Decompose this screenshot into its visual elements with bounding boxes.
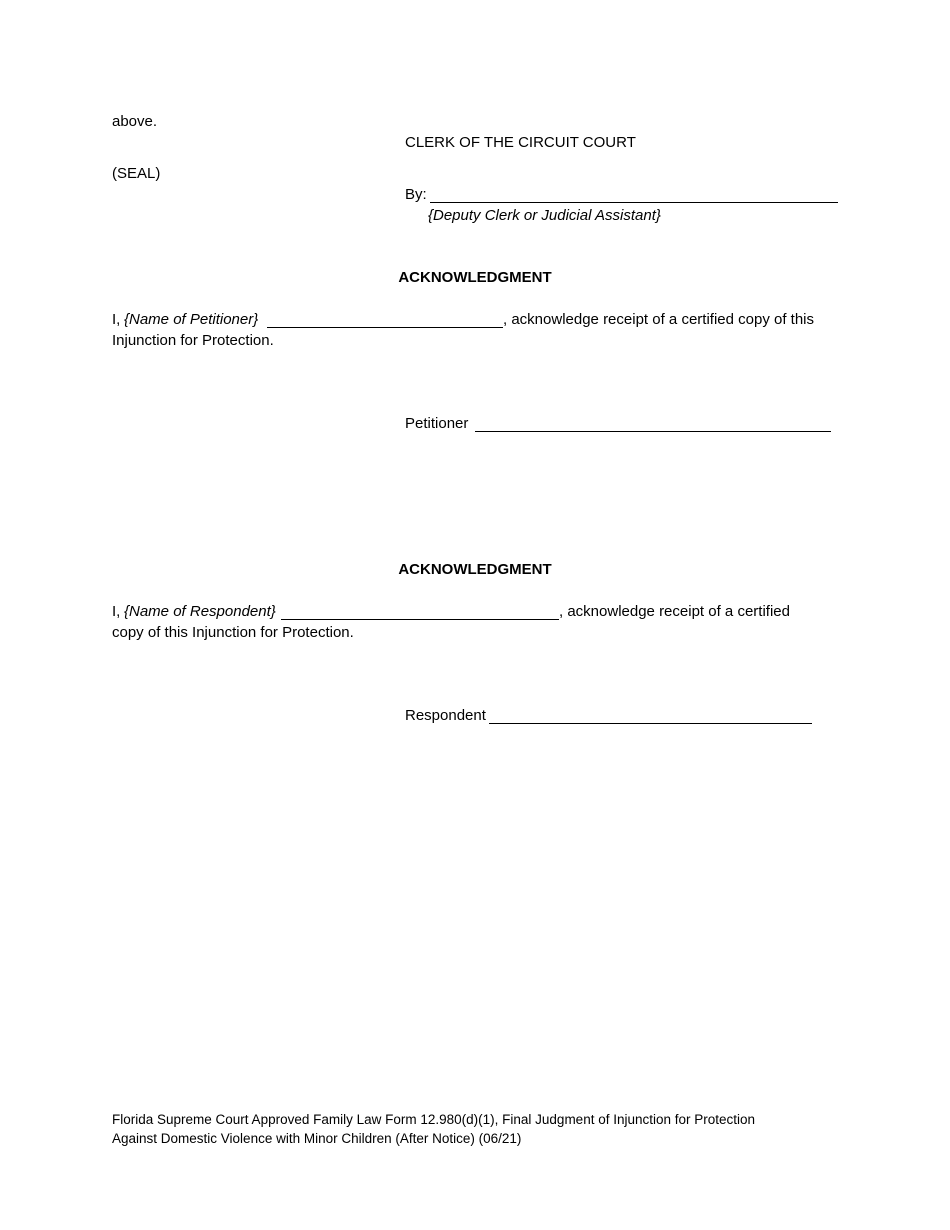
- footer-line-1: Florida Supreme Court Approved Family Law Form 12.980(d)(1), Final Judgment of Injunction for Protection: [112, 1112, 756, 1127]
- petitioner-ack-line1: , acknowledge receipt of a certified copy of this: [503, 311, 815, 328]
- respondent-signature-line[interactable]: [489, 723, 812, 724]
- respondent-ack-prefix: I,: [112, 603, 121, 620]
- petitioner-ack-heading: ACKNOWLEDGMENT: [398, 269, 552, 286]
- respondent-ack-line1: , acknowledge receipt of a certified: [559, 603, 790, 620]
- by-label: By:: [405, 186, 427, 203]
- clerk-title: CLERK OF THE CIRCUIT COURT: [405, 134, 636, 151]
- respondent-signature-label: Respondent: [405, 707, 486, 724]
- petitioner-name-placeholder: {Name of Petitioner}: [124, 311, 259, 328]
- respondent-ack-line2: copy of this Injunction for Protection.: [112, 624, 354, 641]
- respondent-name-placeholder: {Name of Respondent}: [124, 603, 276, 620]
- deputy-signature-line[interactable]: [430, 202, 838, 203]
- continuation-text: above.: [112, 113, 158, 130]
- petitioner-signature-label: Petitioner: [405, 415, 469, 432]
- respondent-name-line[interactable]: [281, 619, 559, 620]
- seal-label: (SEAL): [112, 165, 161, 182]
- petitioner-ack-line2: Injunction for Protection.: [112, 332, 274, 349]
- deputy-caption: {Deputy Clerk or Judicial Assistant}: [428, 207, 661, 224]
- petitioner-name-line[interactable]: [267, 327, 503, 328]
- respondent-ack-heading: ACKNOWLEDGMENT: [398, 561, 552, 578]
- petitioner-ack-prefix: I,: [112, 311, 121, 328]
- footer-line-2: Against Domestic Violence with Minor Children (After Notice) (06/21): [112, 1131, 522, 1146]
- petitioner-signature-line[interactable]: [475, 431, 831, 432]
